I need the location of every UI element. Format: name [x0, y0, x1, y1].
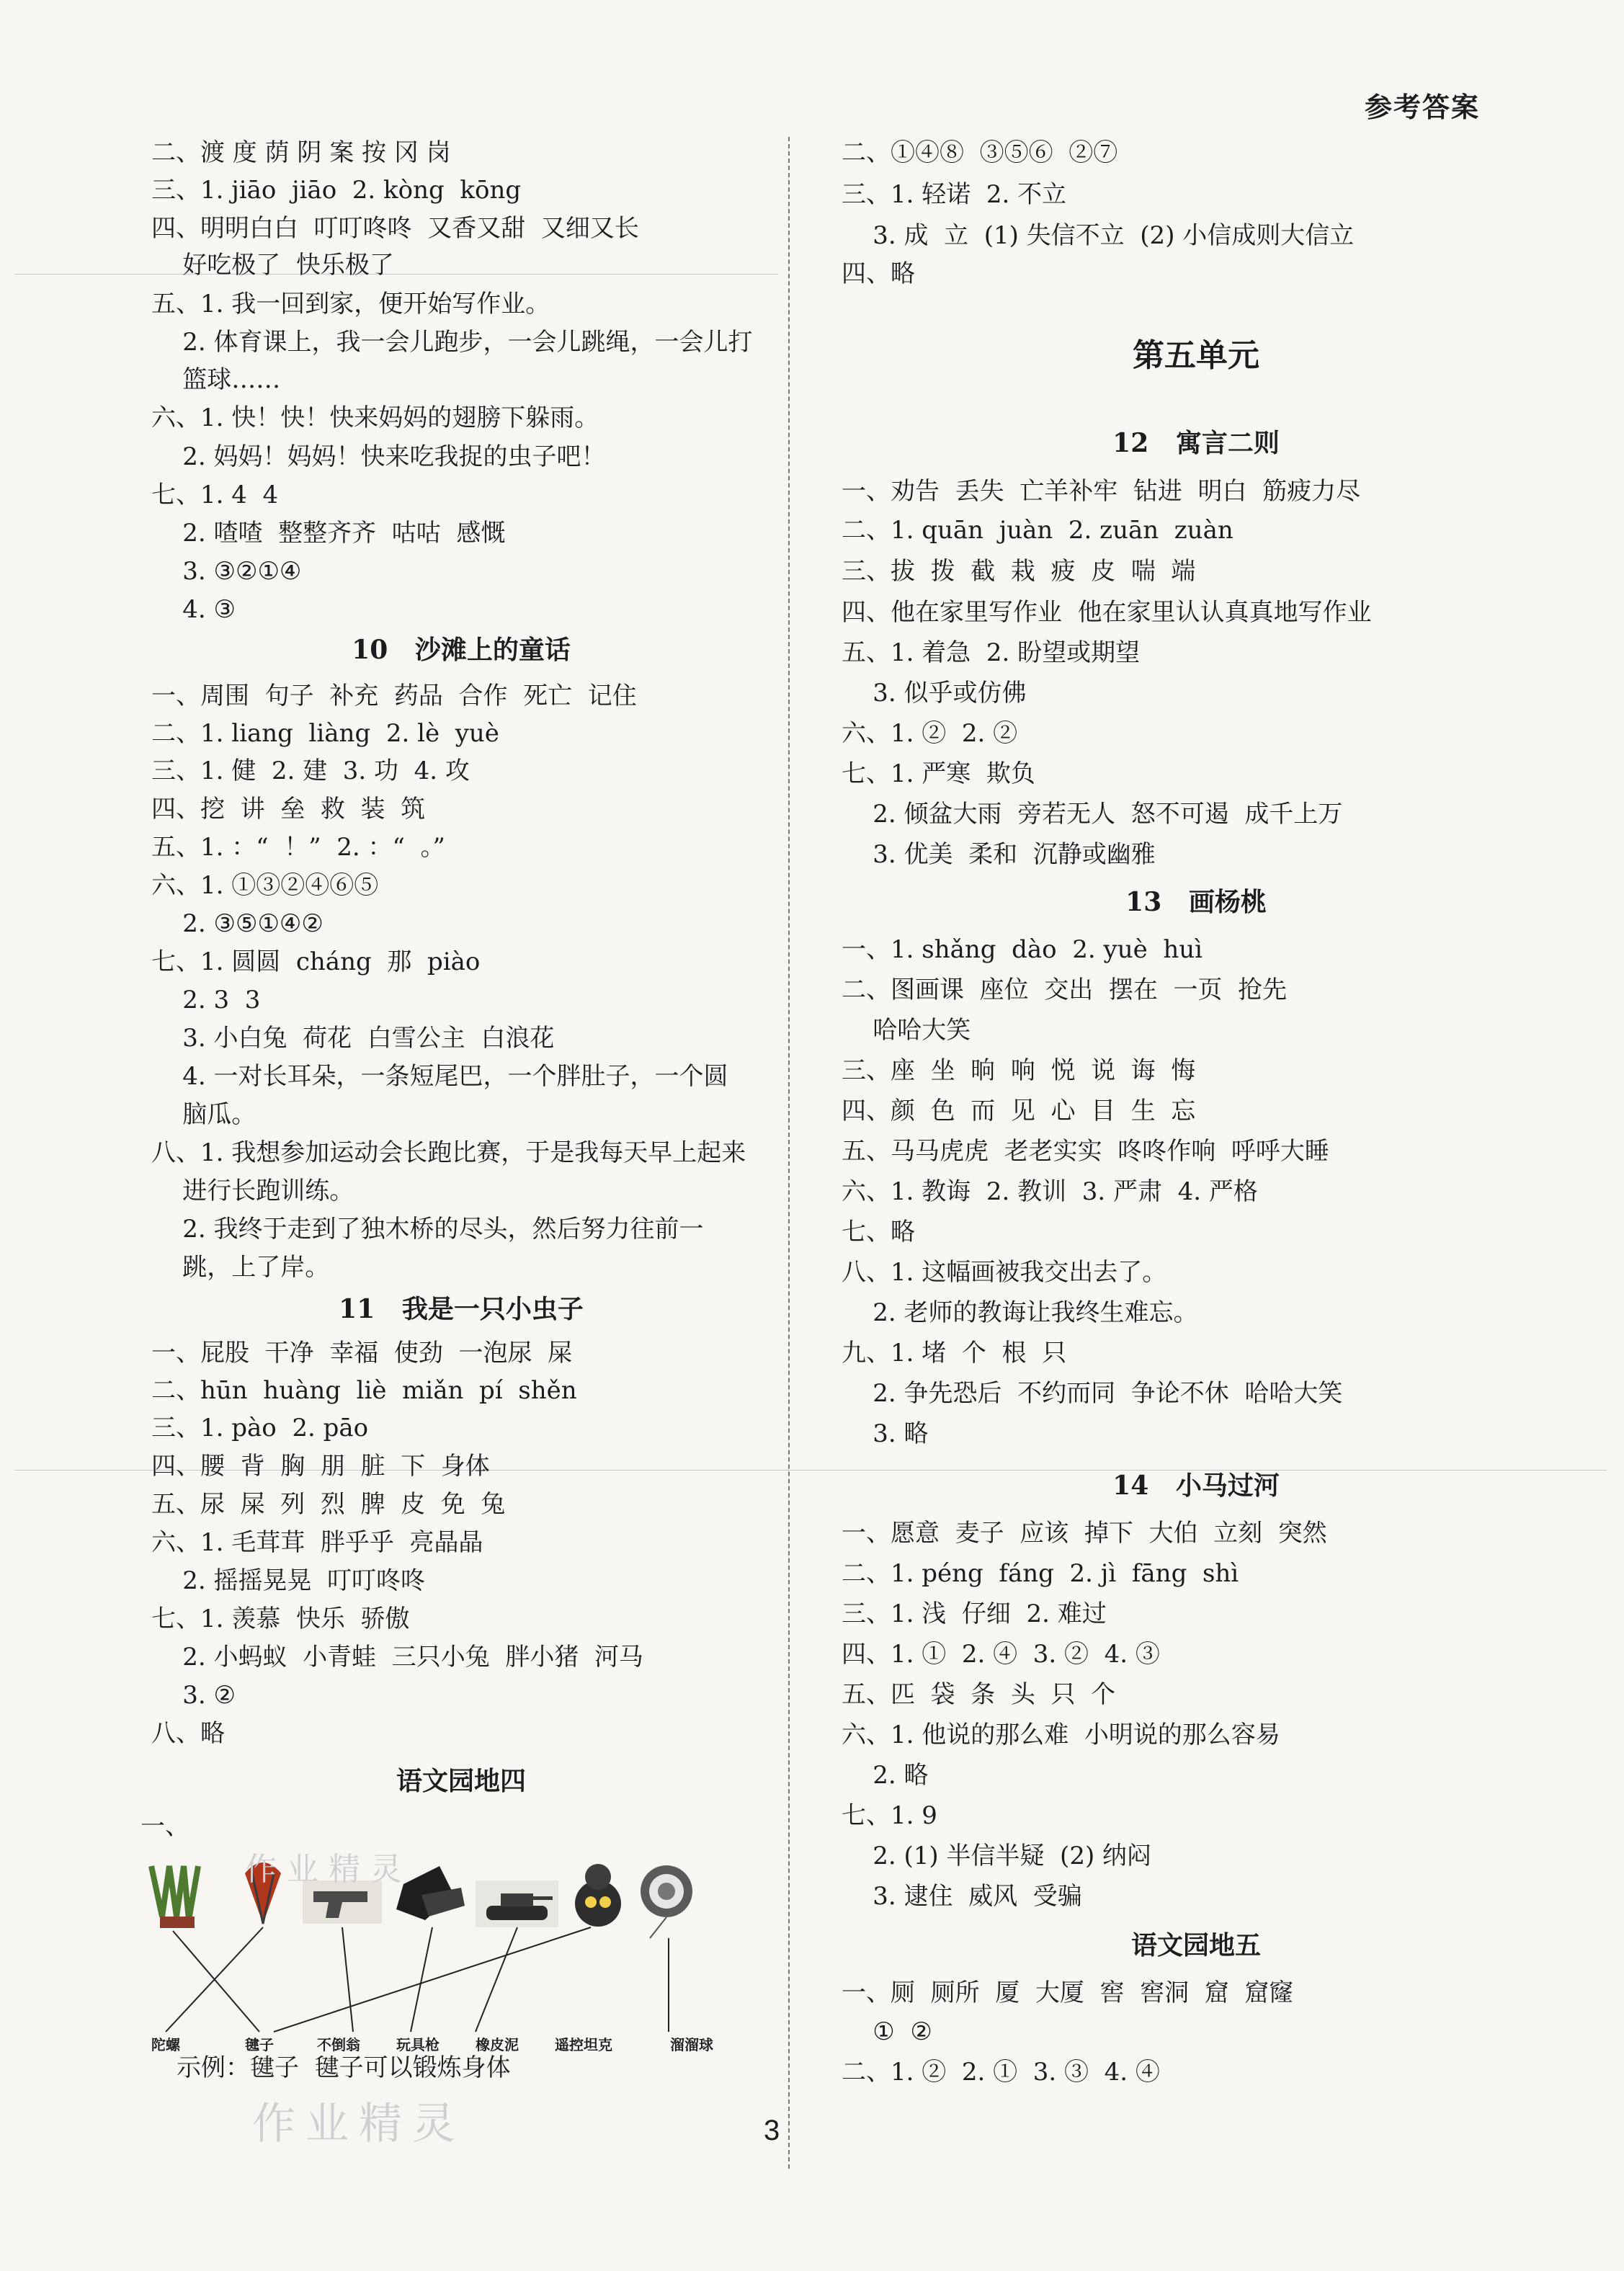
answer-line: 四、明明白白 叮叮咚咚 又香又甜 又细又长 — [151, 214, 639, 243]
answer-line: 篮球…… — [151, 365, 281, 394]
answer-line: 三、1. 健 2. 建 3. 功 4. 攻 — [151, 757, 470, 785]
answer-line: 六、1. 快！快！快来妈妈的翅膀下躲雨。 — [151, 403, 599, 432]
answer-line: 2. 倾盆大雨 旁若无人 怒不可遏 成千上万 — [842, 800, 1343, 829]
answer-line: 五、匹 袋 条 头 只 个 — [842, 1680, 1116, 1709]
roly-poly-picture-icon — [575, 1864, 621, 1927]
lesson-heading: 14 小马过河 — [1112, 1471, 1280, 1501]
answer-line: 二、①④⑧ ③⑤⑥ ②⑦ — [842, 138, 1118, 167]
answer-line: 六、1. ② 2. ② — [842, 719, 1018, 748]
answer-line: 哈哈大笑 — [842, 1016, 971, 1045]
lesson-heading: 10 沙滩上的童话 — [352, 635, 571, 665]
answer-line: 三、座 坐 晌 响 悦 说 诲 悔 — [842, 1056, 1196, 1085]
answer-line: 六、1. 教诲 2. 教训 3. 严肃 4. 严格 — [842, 1177, 1258, 1206]
answer-line: 三、1. jiāo jiāo 2. kòng kōng — [151, 176, 522, 205]
answer-line: 八、略 — [151, 1719, 225, 1748]
answer-line: 4. 一对长耳朵，一条短尾巴，一个胖肚子，一个圆 — [151, 1062, 728, 1091]
answer-line: 一、厕 厕所 厦 大厦 窖 窖洞 窟 窟窿 — [842, 1978, 1294, 2007]
answer-line: 五、尿 屎 列 烈 脾 皮 免 兔 — [151, 1490, 506, 1519]
figure-label: 不倒翁 — [317, 2036, 360, 2053]
answer-line: 2. 小蚂蚁 小青蛙 三只小兔 胖小猪 河马 — [151, 1643, 643, 1672]
answer-line: 四、颜 色 而 见 心 目 生 忘 — [842, 1097, 1196, 1125]
answer-line: 一、劝告 丢失 亡羊补牢 钻进 明白 筋疲力尽 — [842, 477, 1361, 506]
answer-line: 五、马马虎虎 老老实实 咚咚作响 呼呼大睡 — [842, 1137, 1329, 1166]
answer-line: 六、1. 他说的那么难 小明说的那么容易 — [842, 1721, 1280, 1749]
lesson-heading: 12 寓言二则 — [1112, 428, 1280, 458]
answer-line: ① ② — [842, 2017, 932, 2046]
answer-line: 3. 小白兔 荷花 白雪公主 白浪花 — [151, 1024, 555, 1053]
figure-label: 橡皮泥 — [476, 2036, 519, 2053]
answer-line: 2. 体育课上，我一会儿跑步，一会儿跳绳，一会儿打 — [151, 328, 753, 357]
answer-line: 3. ③②①④ — [151, 557, 302, 586]
answer-line: 2. (1) 半信半疑 (2) 纳闷 — [842, 1842, 1152, 1870]
answer-line: 4. ③ — [151, 595, 236, 624]
answer-line: 七、1. 4 4 — [151, 481, 279, 509]
unit-heading: 第五单元 — [1133, 337, 1259, 374]
answer-line: 七、略 — [842, 1218, 915, 1246]
answer-line: 2. 妈妈！妈妈！快来吃我捉的虫子吧！ — [151, 442, 606, 471]
matching-lines — [166, 1927, 669, 2032]
header-title: 参考答案 — [1364, 91, 1480, 123]
answer-line: 二、1. péng fáng 2. jì fāng shì — [842, 1559, 1239, 1588]
watermark: 作业精灵 — [245, 1851, 412, 1888]
remote-tank-picture-icon — [476, 1880, 558, 1927]
answer-line: 跳，上了岸。 — [151, 1253, 330, 1282]
answer-line: 三、1. 浅 仔细 2. 难过 — [842, 1599, 1107, 1628]
answer-line: 2. ③⑤①④② — [151, 909, 324, 938]
answer-line: 一、周围 句子 补充 药品 合作 死亡 记住 — [151, 682, 637, 710]
answer-line: 八、1. 我想参加运动会长跑比赛，于是我每天早上起来 — [151, 1138, 746, 1167]
answer-line: 3. 优美 柔和 沉静或幽雅 — [842, 840, 1156, 869]
answer-line: 五、1. 我一回到家，便开始写作业。 — [151, 290, 550, 318]
watermark: 作业精灵 — [252, 2099, 465, 2149]
column-divider — [788, 137, 790, 2169]
answer-line: 二、渡 度 荫 阴 案 按 冈 岗 — [151, 138, 451, 167]
answer-line: 3. 似乎或仿佛 — [842, 679, 1027, 708]
section-heading: 语文园地四 — [396, 1766, 526, 1796]
answer-line: 四、略 — [842, 259, 915, 288]
figure-label: 毽子 — [245, 2036, 274, 2053]
toy-pictures — [151, 1862, 692, 1938]
answer-line: 脑瓜。 — [151, 1100, 256, 1129]
answer-line: 3. 成 立 (1) 失信不立 (2) 小信成则大信立 — [842, 221, 1355, 250]
answer-line: 示例：毽子 毽子可以锻炼身体 — [177, 2053, 511, 2082]
answer-line: 2. 我终于走到了独木桥的尽头，然后努力往前一 — [151, 1215, 704, 1244]
answer-line: 进行长跑训练。 — [151, 1177, 354, 1205]
answer-line: 好吃极了 快乐极了 — [151, 251, 394, 280]
answer-line: 四、1. ① 2. ④ 3. ② 4. ③ — [842, 1640, 1160, 1669]
answer-line: 六、1. 毛茸茸 胖乎乎 亮晶晶 — [151, 1528, 483, 1557]
fold-line — [14, 274, 778, 275]
figure-label: 遥控坦克 — [555, 2036, 612, 2053]
answer-line: 四、他在家里写作业 他在家里认认真真地写作业 — [842, 598, 1372, 627]
answer-line: 一、愿意 麦子 应该 掉下 大伯 立刻 突然 — [842, 1519, 1327, 1548]
shuttlecock-picture-icon — [151, 1866, 198, 1928]
answer-line: 三、1. pào 2. pāo — [151, 1414, 369, 1442]
answer-line: 八、1. 这幅画被我交出去了。 — [842, 1258, 1167, 1287]
answer-line: 2. 3 3 — [151, 986, 261, 1014]
answer-line: 七、1. 严寒 欺负 — [842, 759, 1035, 788]
lesson-heading: 13 画杨桃 — [1125, 887, 1267, 917]
page-number: 3 — [764, 2115, 780, 2146]
answer-line: 二、hūn huàng liè miǎn pí shěn — [151, 1376, 577, 1405]
yoyo-picture-icon — [641, 1865, 692, 1938]
answer-line: 四、腰 背 胸 朋 脏 下 身体 — [151, 1452, 490, 1481]
answer-line: 3. 略 — [842, 1419, 929, 1448]
figure-label: 玩具枪 — [396, 2036, 440, 2053]
answer-line: 一、1. shǎng dào 2. yuè huì — [842, 935, 1203, 964]
answer-line: 五、1. ：“ ！” 2. ：“ 。” — [151, 833, 445, 862]
answer-line: 三、1. 轻诺 2. 不立 — [842, 180, 1067, 209]
answer-line: 2. 老师的教诲让我终生难忘。 — [842, 1298, 1198, 1327]
answer-line: 2. 喳喳 整整齐齐 咕咕 感慨 — [151, 519, 506, 548]
figure-label: 溜溜球 — [670, 2036, 713, 2053]
section-heading: 语文园地五 — [1130, 1930, 1261, 1960]
answer-line: 2. 略 — [842, 1761, 929, 1790]
answer-line: 九、1. 堵 个 根 只 — [842, 1339, 1067, 1367]
answer-line: 六、1. ①③②④⑥⑤ — [151, 871, 379, 900]
answer-line: 二、1. liang liàng 2. lè yuè — [151, 719, 499, 748]
lesson-heading: 11 我是一只小虫子 — [339, 1294, 584, 1324]
matching-figure — [137, 1852, 757, 2053]
answer-line: 七、1. 羡慕 快乐 骄傲 — [151, 1605, 410, 1633]
answer-line: 七、1. 圆圆 cháng 那 piào — [151, 947, 481, 976]
answer-line: 2. 摇摇晃晃 叮叮咚咚 — [151, 1566, 426, 1595]
answer-line: 五、1. 着急 2. 盼望或期望 — [842, 638, 1141, 667]
answer-line: 二、图画课 座位 交出 摆在 一页 抢先 — [842, 976, 1288, 1004]
answer-line: 二、1. ② 2. ① 3. ③ 4. ④ — [842, 2058, 1160, 2087]
answer-line: 3. 逮住 威风 受骗 — [842, 1882, 1082, 1911]
figure-label: 陀螺 — [151, 2036, 180, 2053]
answer-line: 一、屁股 干净 幸福 使劲 一泡尿 屎 — [151, 1339, 573, 1367]
answer-line: 2. 争先恐后 不约而同 争论不休 哈哈大笑 — [842, 1379, 1343, 1408]
answer-line: 二、1. quān juàn 2. zuān zuàn — [842, 516, 1233, 545]
answer-line: 四、挖 讲 垒 救 装 筑 — [151, 795, 426, 824]
answer-line: 一、 — [140, 1812, 189, 1841]
answer-line: 七、1. 9 — [842, 1801, 937, 1830]
answer-line: 3. ② — [151, 1681, 236, 1710]
answer-line: 三、拔 拨 截 栽 疲 皮 喘 端 — [842, 557, 1196, 586]
